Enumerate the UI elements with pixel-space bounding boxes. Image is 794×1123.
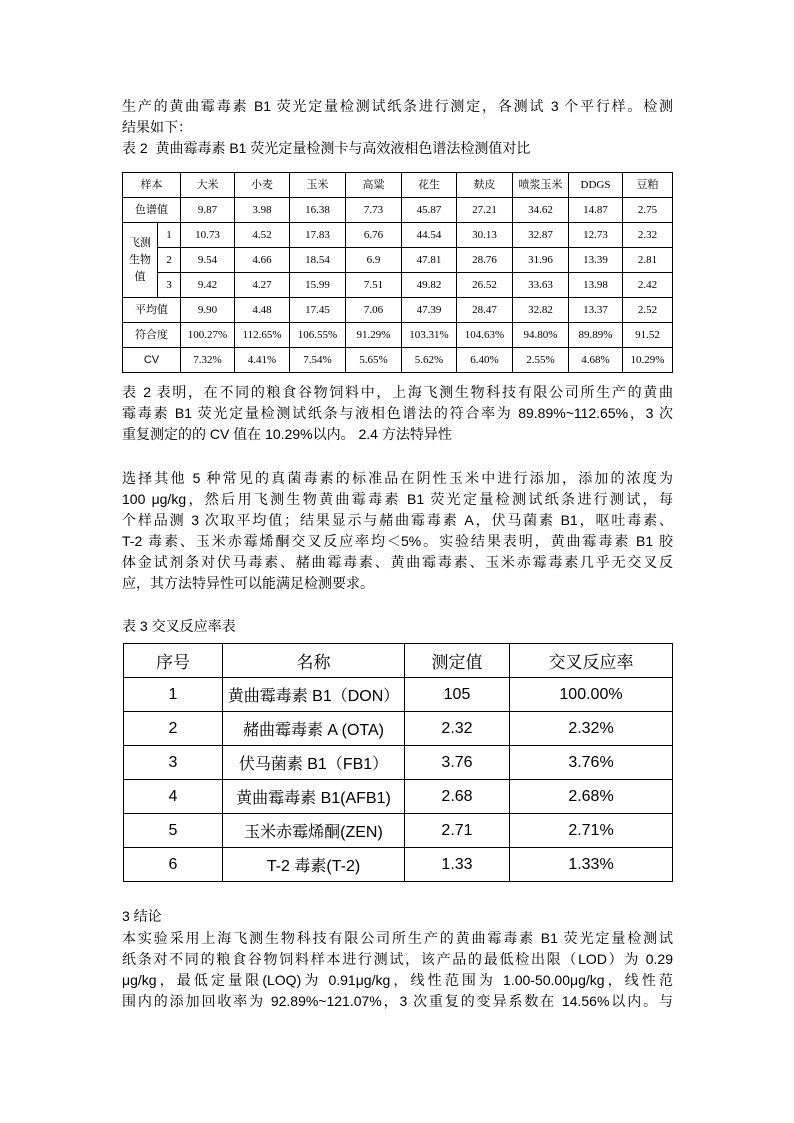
table3-row — [124, 814, 673, 848]
table3-header-row — [124, 644, 673, 678]
table2-cell: 14.87 — [569, 198, 623, 223]
table3-cell-name: 黄曲霉毒素 B1(AFB1) — [223, 780, 405, 814]
table3-row — [124, 780, 673, 814]
text-line: 选择其他 5 种常见的真菌毒素的标准品在阴性玉米中进行添加，添加的浓度为 — [122, 470, 673, 486]
table3-cell-measured: 1.33 — [405, 848, 510, 882]
table3-cell-rate: 1.33% — [510, 848, 673, 882]
table2-cell: 47.39 — [402, 298, 457, 323]
table2-header-cell: 小麦 — [235, 173, 290, 198]
table3-cell-measured: 105 — [405, 678, 510, 712]
table2-cell: 103.31% — [402, 323, 457, 348]
table3-cell-rate: 2.68% — [510, 780, 673, 814]
table2-cell: 100.27% — [181, 323, 235, 348]
table2-cell: 9.87 — [181, 198, 235, 223]
table2-row — [123, 348, 673, 373]
table2-header-cell: 大米 — [181, 173, 235, 198]
table2-cell: 15.99 — [290, 273, 346, 298]
table2-cell: 112.65% — [235, 323, 290, 348]
table2-cell: 28.47 — [457, 298, 513, 323]
table2-cell: 4.68% — [569, 348, 623, 373]
table2-cell: 33.63 — [513, 273, 569, 298]
table3-cell-measured: 2.68 — [405, 780, 510, 814]
table2-cell: 2.55% — [513, 348, 569, 373]
table2-cell: 7.32% — [181, 348, 235, 373]
text-line: 霉毒素 B1 荧光定量检测试纸条与液相色谱法的符合率为 89.89%~112.65%，3 次 — [122, 405, 673, 421]
text-line: 纸条对不同的粮食谷物饲料样本进行测试，该产品的最低检出限（LOD）为 0.29 — [122, 951, 673, 967]
table2-cell: 17.45 — [290, 298, 346, 323]
table2-row-label: 符合度 — [123, 323, 181, 348]
table2-cell: 9.42 — [181, 273, 235, 298]
table2 — [122, 172, 673, 373]
table2-cell: 26.52 — [457, 273, 513, 298]
table2-cell: 4.41% — [235, 348, 290, 373]
table3-header-no: 序号 — [124, 644, 223, 678]
table3-cell-rate: 3.76% — [510, 746, 673, 780]
table2-cell: 7.51 — [346, 273, 402, 298]
table2-cell: 45.87 — [402, 198, 457, 223]
table2-cell: 30.13 — [457, 223, 513, 248]
section-heading: 3 结论 — [122, 908, 162, 924]
table2-cell: 32.82 — [513, 298, 569, 323]
text-line: 结果如下： — [122, 119, 192, 135]
table2-cell: 13.37 — [569, 298, 623, 323]
specificity-paragraph — [122, 468, 673, 594]
table3-row — [124, 712, 673, 746]
text-line: μg/kg，最低定量限(LOQ)为 0.91μg/kg，线性范围为 1.00-50.00μg/kg，线性范 — [122, 972, 673, 988]
table3-cell-name: 黄曲霉毒素 B1（DON） — [223, 678, 405, 712]
table2-group-label: 飞测生物值 — [123, 223, 158, 298]
table2-cell: 2.42 — [623, 273, 673, 298]
table2-caption: 表 2 黄曲霉毒素 B1 荧光定量检测卡与高效液相色谱法检测值对比 — [122, 140, 531, 156]
table3-cell-no: 5 — [124, 814, 223, 848]
table2-replicate-number: 2 — [158, 248, 181, 273]
table2-cell: 32.87 — [513, 223, 569, 248]
text-line: 表 2 表明，在不同的粮食谷物饲料中，上海飞测生物科技有限公司所生产的黄曲 — [122, 384, 673, 400]
table2-row-label: 色谱值 — [123, 198, 181, 223]
table2-cell: 28.76 — [457, 248, 513, 273]
table2-row — [123, 198, 673, 223]
table2-header-cell: DDGS — [569, 173, 623, 198]
table2-header-cell: 喷浆玉米 — [513, 173, 569, 198]
table2-cell: 5.65% — [346, 348, 402, 373]
text-line: 个样品测 3 次取平均值；结果显示与赭曲霉毒素 A，伏马菌素 B1，呕吐毒素、 — [122, 512, 673, 528]
table2-cell: 5.62% — [402, 348, 457, 373]
table2-cell: 13.39 — [569, 248, 623, 273]
text-line: 围内的添加回收率为 92.89%~121.07%，3 次重复的变异系数在 14.56%以内。与 — [122, 993, 673, 1009]
table2-header-cell: 玉米 — [290, 173, 346, 198]
table3-cell-measured: 2.32 — [405, 712, 510, 746]
table3-cell-no: 6 — [124, 848, 223, 882]
table2-cell: 12.73 — [569, 223, 623, 248]
table3-cell-measured: 2.71 — [405, 814, 510, 848]
table2-row-label: CV — [123, 348, 181, 373]
table2-cell: 10.73 — [181, 223, 235, 248]
table3-row — [124, 678, 673, 712]
table2-cell: 16.38 — [290, 198, 346, 223]
table3-caption: 表 3 交叉反应率表 — [122, 618, 236, 634]
table2-cell: 91.29% — [346, 323, 402, 348]
table3-cell-no: 1 — [124, 678, 223, 712]
table2-row — [123, 298, 673, 323]
table2-cell: 34.62 — [513, 198, 569, 223]
table2-cell: 2.75 — [623, 198, 673, 223]
table2-cell: 3.98 — [235, 198, 290, 223]
text-line: 应，其方法特异性可以能满足检测要求。 — [122, 575, 374, 591]
table2-replicate-row — [123, 248, 673, 273]
table3 — [123, 643, 673, 882]
table3-cell-name: 伏马菌素 B1（FB1） — [223, 746, 405, 780]
table2-cell: 44.54 — [402, 223, 457, 248]
table2-cell: 4.66 — [235, 248, 290, 273]
table2-cell: 13.98 — [569, 273, 623, 298]
table3-cell-rate: 100.00% — [510, 678, 673, 712]
table2-body — [123, 173, 673, 373]
table2-cell: 6.40% — [457, 348, 513, 373]
table3-body — [124, 644, 673, 882]
table3-cell-no: 2 — [124, 712, 223, 746]
intro-paragraph — [122, 96, 673, 138]
table2-replicate-row — [123, 273, 673, 298]
table3-cell-no: 4 — [124, 780, 223, 814]
table2-cell: 31.96 — [513, 248, 569, 273]
table3-cell-measured: 3.76 — [405, 746, 510, 780]
table2-header-cell: 高粱 — [346, 173, 402, 198]
table2-cell: 104.63% — [457, 323, 513, 348]
table2-header-cell: 花生 — [402, 173, 457, 198]
table2-header-cell: 麸皮 — [457, 173, 513, 198]
conclusion-paragraph — [122, 928, 673, 1012]
table3-row — [124, 848, 673, 882]
table2-header-sample: 样本 — [123, 173, 181, 198]
text-line: 生产的黄曲霉毒素 B1 荧光定量检测试纸条进行测定，各测试 3 个平行样。检测 — [122, 98, 673, 114]
table3-header-rate: 交叉反应率 — [510, 644, 673, 678]
table2-cell: 4.27 — [235, 273, 290, 298]
table2-cell: 47.81 — [402, 248, 457, 273]
table2-cell: 106.55% — [290, 323, 346, 348]
table2-row — [123, 323, 673, 348]
table3-header-name: 名称 — [223, 644, 405, 678]
table3-row — [124, 746, 673, 780]
table2-cell: 49.82 — [402, 273, 457, 298]
table3-header-measured: 测定值 — [405, 644, 510, 678]
table2-cell: 10.29% — [623, 348, 673, 373]
table2-cell: 9.54 — [181, 248, 235, 273]
table2-cell: 6.9 — [346, 248, 402, 273]
table2-cell: 91.52 — [623, 323, 673, 348]
table2-cell: 89.89% — [569, 323, 623, 348]
text-line: 本实验采用上海飞测生物科技有限公司所生产的黄曲霉毒素 B1 荧光定量检测试 — [122, 930, 673, 946]
table2-cell: 27.21 — [457, 198, 513, 223]
table2-replicate-number: 1 — [158, 223, 181, 248]
table2-cell: 2.81 — [623, 248, 673, 273]
text-line: 重复测定的的 CV 值在 10.29%以内。 2.4 方法特异性 — [122, 426, 452, 442]
table2-cell: 2.52 — [623, 298, 673, 323]
table2-replicate-row — [123, 223, 673, 248]
table2-cell: 4.52 — [235, 223, 290, 248]
table2-cell: 7.06 — [346, 298, 402, 323]
table2-cell: 2.32 — [623, 223, 673, 248]
table2-cell: 18.54 — [290, 248, 346, 273]
table3-cell-name: T-2 毒素(T-2) — [223, 848, 405, 882]
table2-cell: 4.48 — [235, 298, 290, 323]
table2-replicate-number: 3 — [158, 273, 181, 298]
table2-cell: 7.54% — [290, 348, 346, 373]
table3-cell-rate: 2.32% — [510, 712, 673, 746]
table2-cell: 9.90 — [181, 298, 235, 323]
table3-cell-name: 赭曲霉毒素 A (OTA) — [223, 712, 405, 746]
table2-header-cell: 豆粕 — [623, 173, 673, 198]
table2-row-label: 平均值 — [123, 298, 181, 323]
text-line: 体金试剂条对伏马毒素、赭曲霉毒素、黄曲霉毒素、玉米赤霉毒素几乎无交叉反 — [122, 554, 673, 570]
table3-cell-rate: 2.71% — [510, 814, 673, 848]
text-line: T-2 毒素、玉米赤霉烯酮交叉反应率均＜5%。实验结果表明，黄曲霉毒素 B1 胶 — [122, 533, 673, 549]
table2-cell: 17.83 — [290, 223, 346, 248]
table2-header-row — [123, 173, 673, 198]
table2-cell: 7.73 — [346, 198, 402, 223]
table3-cell-no: 3 — [124, 746, 223, 780]
table2-discussion-paragraph — [122, 382, 673, 445]
table3-cell-name: 玉米赤霉烯酮(ZEN) — [223, 814, 405, 848]
table2-cell: 6.76 — [346, 223, 402, 248]
table2-cell: 94.80% — [513, 323, 569, 348]
text-line: 100 μg/kg，然后用飞测生物黄曲霉毒素 B1 荧光定量检测试纸条进行测试，每 — [122, 491, 673, 507]
